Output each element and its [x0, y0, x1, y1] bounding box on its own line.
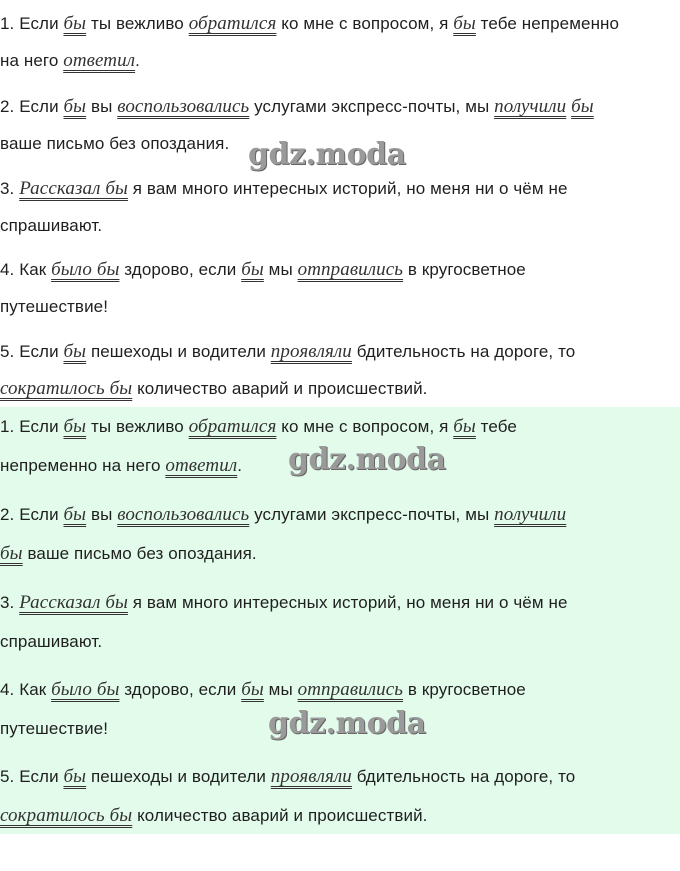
plain-text: здорово, если: [119, 260, 242, 279]
plain-text: в кругосветное: [403, 260, 526, 279]
predicate-highlight: воспользовались: [117, 96, 250, 117]
plain-text: ты вежливо: [86, 14, 189, 33]
plain-text: ты вежливо: [86, 417, 189, 436]
answer-block-1: [0, 0, 680, 407]
watermark-logo: gdz.moda: [288, 442, 446, 477]
predicate-highlight: Рассказал бы: [19, 592, 128, 613]
predicate-highlight: ответил: [63, 50, 136, 71]
plain-text: тебе: [475, 417, 517, 436]
plain-text: 2. Если: [0, 505, 64, 524]
text-line: [0, 454, 242, 478]
predicate-highlight: проявляли: [270, 766, 352, 787]
predicate-highlight: бы: [453, 416, 476, 437]
predicate-highlight: сократилось бы: [0, 805, 133, 826]
predicate-highlight: проявляли: [270, 341, 352, 362]
watermark-logo: gdz.moda: [268, 706, 426, 741]
text-line: [0, 804, 428, 828]
text-line: [0, 678, 526, 702]
plain-text: мы: [263, 680, 298, 699]
plain-text: пешеходы и водители: [86, 767, 271, 786]
predicate-highlight: бы: [63, 96, 87, 117]
plain-text: вы: [86, 505, 118, 524]
predicate-highlight: сократилось бы: [0, 378, 133, 399]
watermark-logo: gdz.moda: [248, 137, 406, 172]
plain-text: мы: [263, 260, 298, 279]
plain-text: здорово, если: [119, 680, 242, 699]
predicate-highlight: бы: [0, 543, 23, 564]
plain-text: 5. Если: [0, 342, 64, 361]
text-line: [0, 377, 428, 401]
predicate-highlight: бы: [63, 13, 87, 34]
predicate-highlight: было бы: [51, 679, 120, 700]
predicate-highlight: бы: [63, 341, 87, 362]
predicate-highlight: обратился: [188, 13, 277, 34]
plain-text: бдительность на дороге, то: [351, 342, 576, 361]
predicate-highlight: получили: [494, 504, 567, 525]
predicate-highlight: Рассказал бы: [19, 178, 128, 199]
plain-text: 2. Если: [0, 97, 64, 116]
plain-text: на него: [0, 51, 64, 70]
text-line: [0, 177, 568, 201]
text-line: [0, 340, 575, 364]
plain-text: количество аварий и происшествий.: [132, 806, 428, 825]
plain-text: вы: [86, 97, 118, 116]
plain-text: путешествие!: [0, 719, 109, 738]
plain-text: услугами экспресс-почты, мы: [249, 97, 495, 116]
plain-text: ваше письмо без опоздания.: [22, 544, 257, 563]
predicate-highlight: бы: [63, 766, 87, 787]
text-line: [0, 542, 257, 566]
text-line: [0, 415, 517, 439]
text-line: [0, 49, 140, 73]
predicate-highlight: бы: [453, 13, 476, 34]
plain-text: 3.: [0, 179, 20, 198]
predicate-highlight: получили: [494, 96, 567, 117]
predicate-highlight: было бы: [51, 259, 120, 280]
plain-text: бдительность на дороге, то: [351, 767, 576, 786]
plain-text: ваше письмо без опоздания.: [0, 134, 230, 153]
plain-text: тебе непременно: [475, 14, 620, 33]
plain-text: в кругосветное: [403, 680, 526, 699]
text-line: [0, 503, 566, 527]
plain-text: 1. Если: [0, 417, 64, 436]
plain-text: .: [237, 456, 243, 475]
predicate-highlight: воспользовались: [117, 504, 250, 525]
plain-text: я вам много интересных историй, но меня ни о чём не: [127, 593, 568, 612]
plain-text: путешествие!: [0, 297, 109, 316]
predicate-highlight: ответил: [165, 455, 238, 476]
plain-text: 5. Если: [0, 767, 64, 786]
predicate-highlight: бы: [63, 416, 87, 437]
predicate-highlight: бы: [241, 679, 264, 700]
text-line: [0, 295, 108, 319]
plain-text: пешеходы и водители: [86, 342, 271, 361]
plain-text: 3.: [0, 593, 20, 612]
text-line: [0, 591, 568, 615]
text-line: [0, 132, 229, 156]
text-line: [0, 630, 102, 654]
predicate-highlight: бы: [63, 504, 87, 525]
plain-text: спрашивают.: [0, 216, 103, 235]
text-line: [0, 214, 102, 238]
plain-text: ко мне с вопросом, я: [276, 417, 454, 436]
text-line: [0, 12, 619, 36]
text-line: [0, 765, 575, 789]
plain-text: 1. Если: [0, 14, 64, 33]
plain-text: 4. Как: [0, 260, 52, 279]
text-line: [0, 258, 526, 282]
predicate-highlight: бы: [241, 259, 264, 280]
predicate-highlight: отправились: [297, 679, 404, 700]
plain-text: 4. Как: [0, 680, 52, 699]
text-line: [0, 717, 108, 741]
predicate-highlight: бы: [571, 96, 594, 117]
plain-text: непременно на него: [0, 456, 166, 475]
predicate-highlight: обратился: [188, 416, 277, 437]
predicate-highlight: отправились: [297, 259, 404, 280]
plain-text: спрашивают.: [0, 632, 103, 651]
text-line: [0, 95, 594, 119]
plain-text: количество аварий и происшествий.: [132, 379, 428, 398]
plain-text: я вам много интересных историй, но меня ни о чём не: [127, 179, 568, 198]
plain-text: .: [135, 51, 140, 70]
plain-text: ко мне с вопросом, я: [276, 14, 454, 33]
plain-text: услугами экспресс-почты, мы: [249, 505, 495, 524]
